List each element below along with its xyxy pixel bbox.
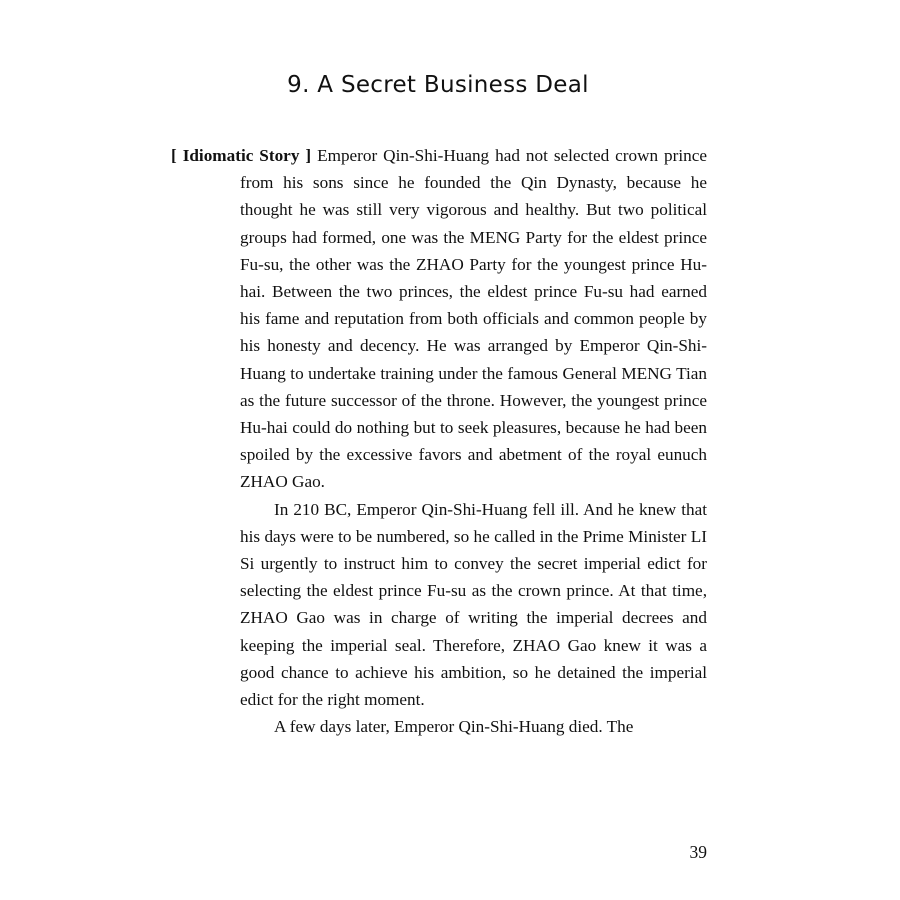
chapter-title: 9. A Secret Business Deal: [287, 72, 589, 98]
story-paragraph-3: A few days later, Emperor Qin-Shi-Huang died. The: [274, 717, 634, 737]
story-paragraph-1-text: Emperor Qin-Shi-Huang had not selected crown prince from his sons since he founded the Qin Dynasty, because he thought he was still very vigorous and healthy. But two political groups had formed, one was the MENG Party for the eldest prince Fu-su, the other was the ZHAO Party for the youngest prince Hu-hai. Between the two princes, the eldest prince Fu-su had earned his fame and reputation from both officials and common people by his honesty and decency. He was arranged by Emperor Qin-Shi-Huang to undertake training under the famous General MENG Tian as the future successor of the throne. However, the youngest prince Hu-hai could do nothing but to seek pleasures, because he had been spoiled by the excessive favors and abetment of the royal eunuch ZHAO Gao.: [240, 146, 708, 492]
story-paragraph-2: In 210 BC, Emperor Qin-Shi-Huang fell ill. And he knew that his days were to be numbered, so he called in the Prime Minister LI Si urgently to instruct him to convey the secret imperial edict for selecting the eldest prince Fu-su as the crown prince. At that time, ZHAO Gao was in charge of writing the imperial decrees and keeping the imperial seal. Therefore, ZHAO Gao knew it was a good chance to achieve his ambition, so he detained the imperial edict for the right moment.: [240, 499, 707, 710]
story-body: [171, 142, 708, 740]
idiomatic-story-label: [ Idiomatic Story ]: [171, 146, 312, 165]
story-paragraph-1: [171, 142, 708, 496]
page-number: 39: [689, 842, 707, 862]
